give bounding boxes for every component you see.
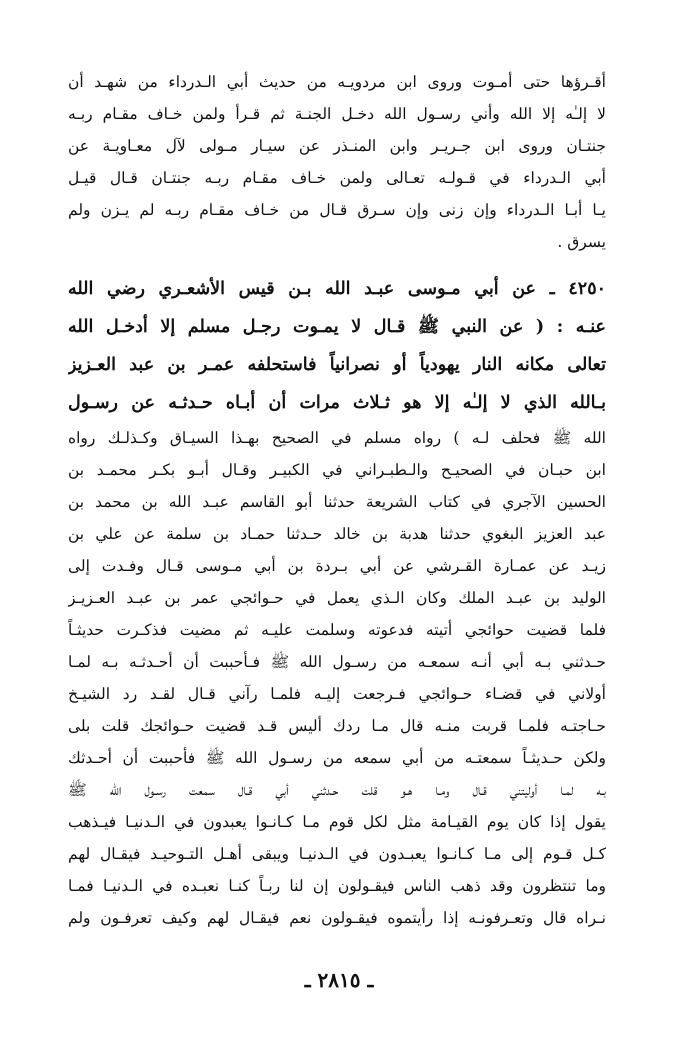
text-line: أولاني في قضـاء حـوائجي فـرجعت إليـه فلمـا رآني قـال لقـد رد الشيـخ xyxy=(68,685,606,703)
hadith-line: بـالله الذي لا إلـٰه إلا هو ثـلاث مرات أن أبـاه حـدثـه عن رسـول xyxy=(68,393,606,413)
text-line: عبد العزيز البغوي حدثنا هدبة بن خالد حـدثنا حمـاد بن سلمة عن علي بن xyxy=(68,525,606,543)
hadith-line: عنـه : ( عن النبي ﷺ قـال لا يمـوت رجـل مسلم إلا أدخـل الله xyxy=(68,317,606,337)
page-number: ـ ٢٨١٥ ـ xyxy=(304,968,374,992)
page-body xyxy=(68,66,606,934)
hadith-heading xyxy=(68,270,606,422)
text-line: فلما قضيت حوائجي أتيته فدعوته وسلمت عليـه ثم مضيت فذكـرت حديثـاً xyxy=(68,621,606,639)
text-line: نـراه قال وتعـرفونـه إذا رأيتموه فيقـولون نعم فيقـال لهم وكيف تعرفـون ولم xyxy=(68,909,606,927)
text-line: كـل قـوم إلى مـا كـانـوا يعبـدون في الـدنيـا ويبقى أهـل التـوحيـد فيقـال لهم xyxy=(68,845,606,863)
text-line: لا إلـٰه إلا الله وأني رسـول الله دخـل الجنـة ثم قـرأ ولمن خـاف مقـام ربـه xyxy=(68,105,606,123)
paragraph-gap xyxy=(68,258,606,270)
text-line: حـاجتـه فلمـا قربت منـه قال مـا ردك أليس قـد قضيت حـوائجك قلت بلى xyxy=(68,717,606,735)
hadith-line: ٤٢٥٠ ـ عن أبي مـوسى عبـد الله بـن قيس الأشعـري رضي الله xyxy=(68,279,606,299)
text-line: ولكن حـديثـاً سمعتـه من أبي سمعه من رسـول الله ﷺ فأحببت أن أحـدثك xyxy=(68,749,606,767)
text-line: زيـد عن عمـارة القـرشي عن أبي بـردة بن أبي مـوسى قـال وفـدت إلى xyxy=(68,557,606,575)
text-line: أقـرؤها حتى أمـوت وروى ابن مردويـه من حديث أبي الـدرداء من شهـد أن xyxy=(68,73,606,91)
text-line: حـدثني بـه أبي أنـه سمعـه من رسـول الله ﷺ فـأحببت أن أحـدثـه بـه لمـا xyxy=(68,653,606,671)
text-line: بـه لمـا أوليتني قـال ومـا هـو قلت حـدثني أبي قـال سمعت رسـول الله ﷺ xyxy=(68,781,606,799)
text-line: الوليد بن عبـد الملك وكان الـذي يعمل في حـوائجي عمر بن عبـد العـزيـز xyxy=(68,589,606,607)
text-line: يقول إذا كان يوم القيـامة مثل لكل قوم مـا كـانـوا يعبدون في الـدنيـا فيـذهب xyxy=(68,813,606,831)
text-line: ابن حبـان في الصحيـح والـطبـراني في الكبيـر وقـال أبـو بكـر محمـد بن xyxy=(68,461,606,479)
text-line: الحسين الآجري في كتاب الشريعة حدثنا أبو القاسم عبـد الله بن محمد بن xyxy=(68,493,606,511)
text-line: جنتـان وروى ابن جـريـر وابن المنـذر عن سيـار مـولى لآل معـاويـة عن xyxy=(68,137,606,155)
commentary-paragraph xyxy=(68,422,606,934)
text-line: وما تنتظرون وقد ذهب الناس فيقـولون إن لنا ربـاً كنـا نعبـده في الـدنيـا فمـا xyxy=(68,877,606,895)
text-line: يـا أبـا الـدرداء وإن زنى وإن سـرق قـال من خـاف مقـام ربـه لم يـزن ولم xyxy=(68,201,606,219)
hadith-line: تعالى مكانه النار يهودياً أو نصرانياً فاستحلفه عمـر بن عبد العـزيز xyxy=(68,355,606,375)
text-line: الله ﷺ فحلف لـه ) رواه مسلم في الصحيح بهـذا السيـاق وكـذلـك رواه xyxy=(68,429,606,447)
text-line: أبي الـدرداء في قـولـه تعـالى ولمن خـاف مقـام ربـه جنتـان قـال قيـل xyxy=(68,169,606,187)
paragraph-continued xyxy=(68,66,606,258)
text-line: يسرق . xyxy=(557,233,606,251)
